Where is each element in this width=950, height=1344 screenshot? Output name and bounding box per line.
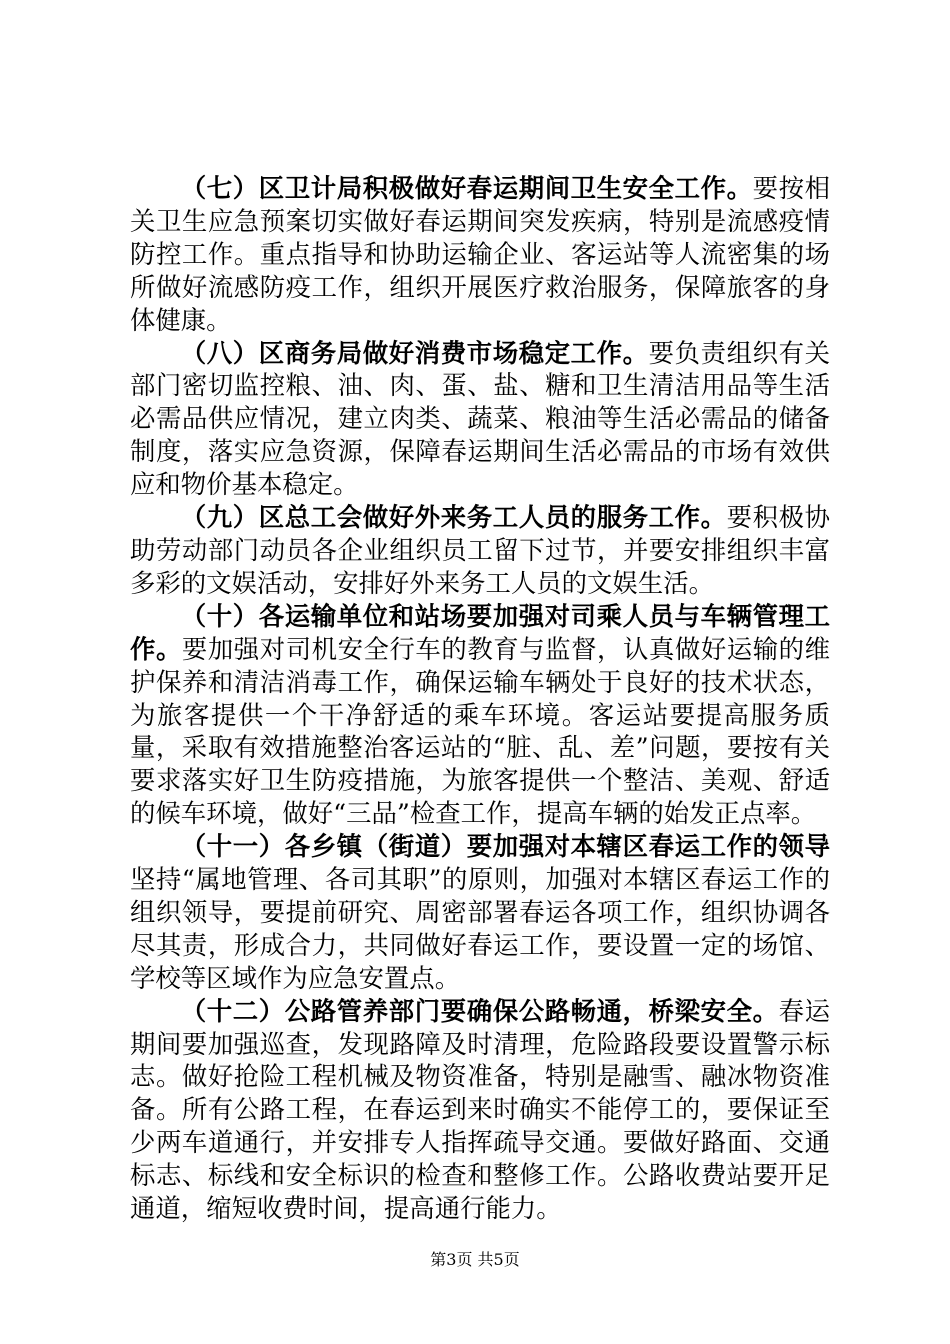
- paragraph-heading: （十一）各乡镇（街道）要加强对本辖区春运工作的领导: [180, 831, 830, 862]
- document-body: [130, 172, 830, 1225]
- paragraph-heading: （八）区商务局做好消费市场稳定工作。: [180, 337, 649, 368]
- paragraph-heading: （十二）公路管养部门要确保公路畅通，桥梁安全。: [180, 995, 779, 1026]
- paragraph-text: 春运期间要加强巡查，发现路障及时清理，危险路段要设置警示标志。做好抢险工程机械及物资准备，特别是融雪、融冰物资准备。所有公路工程，在春运到来时确实不能停工的，要保证至少两车道通行，并安排专人指挥疏导交通。要做好路面、交通标志、标线和安全标识的检查和整修工作。公路收费站要开足通道，缩短收费时间，提高通行能力。: [130, 995, 831, 1224]
- paragraph-heading: （九）区总工会做好外来务工人员的服务工作。: [180, 502, 727, 533]
- paragraph-highway-maintenance: [130, 995, 830, 1225]
- paragraph-trade-union: [130, 501, 830, 600]
- paragraph-health-bureau: [130, 172, 830, 337]
- paragraph-text: 要按相关卫生应急预案切实做好春运期间突发疾病，特别是流感疫情防控工作。重点指导和协助运输企业、客运站等人流密集的场所做好流感防疫工作，组织开展医疗救治服务，保障旅客的身体健康。: [130, 173, 830, 335]
- paragraph-text: 要加强对司机安全行车的教育与监督，认真做好运输的维护保养和清洁消毒工作，确保运输车辆处于良好的技术状态，为旅客提供一个干净舒适的乘车环境。客运站要提高服务质量，采取有效措施整治客运站的“脏、乱、差”问题，要按有关要求落实好卫生防疫措施，为旅客提供一个整洁、美观、舒适的候车环境，做好“三品”检查工作，提高车辆的始发正点率。: [130, 633, 831, 829]
- paragraph-townships: [130, 830, 830, 995]
- paragraph-text: 坚持“属地管理、各司其职”的原则，加强对本辖区春运工作的组织领导，要提前研究、周密部署春运各项工作，组织协调各尽其责，形成合力，共同做好春运工作，要设置一定的场馆、学校等区域作为应急安置点。: [130, 864, 830, 993]
- paragraph-transport-units: [130, 600, 830, 830]
- paragraph-commerce-bureau: [130, 337, 830, 502]
- page-number-footer: 第3页 共5页: [430, 1250, 520, 1269]
- paragraph-heading: （十）各运输单位和站场要加强对司乘人员与车辆管理工作。: [130, 600, 830, 664]
- paragraph-text: 要积极协助劳动部门动员各企业组织员工留下过节，并要安排组织丰富多彩的文娱活动，安排好外来务工人员的文娱生活。: [130, 502, 831, 598]
- paragraph-text: 要负责组织有关部门密切监控粮、油、肉、蛋、盐、糖和卫生清洁用品等生活必需品供应情况，建立肉类、蔬菜、粮油等生活必需品的储备制度，落实应急资源，保障春运期间生活必需品的市场有效供应和物价基本稳定。: [130, 337, 830, 500]
- paragraph-heading: （七）区卫计局积极做好春运期间卫生安全工作。: [180, 173, 753, 203]
